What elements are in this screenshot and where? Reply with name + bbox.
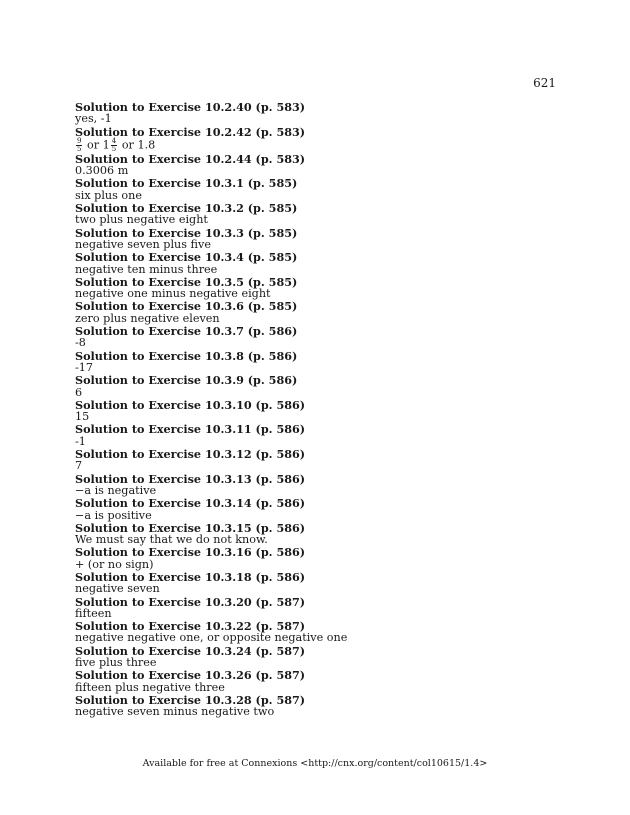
solution-answer: −a is negative xyxy=(75,483,157,497)
solution-entry xyxy=(75,177,555,202)
fraction-four-fifths xyxy=(111,138,117,153)
solution-entry xyxy=(75,350,555,375)
solution-title: Solution to Exercise 10.3.16 (p. 586) xyxy=(75,545,306,560)
answer-separator: or 1 xyxy=(83,138,110,152)
solution-title: Solution to Exercise 10.3.26 (p. 587) xyxy=(75,668,306,683)
solution-entry xyxy=(75,227,555,252)
solution-title: Solution to Exercise 10.3.6 (p. 585) xyxy=(75,299,298,314)
solution-title: Solution to Exercise 10.3.18 (p. 586) xyxy=(75,569,306,584)
solution-answer: five plus three xyxy=(75,656,157,670)
solution-title: Solution to Exercise 10.2.40 (p. 583) xyxy=(75,100,306,114)
solution-entry xyxy=(75,423,555,448)
solution-title: Solution to Exercise 10.3.15 (p. 586) xyxy=(75,520,306,535)
solution-answer-fraction xyxy=(75,138,555,153)
solution-answer: fifteen xyxy=(75,606,112,620)
solution-answer: zero plus negative eleven xyxy=(75,311,220,325)
solution-answer: 6 xyxy=(75,385,83,399)
solution-title: Solution to Exercise 10.3.1 (p. 585) xyxy=(75,176,298,191)
solution-entry xyxy=(75,694,555,719)
solution-title: Solution to Exercise 10.3.9 (p. 586) xyxy=(75,373,298,388)
solution-answer: negative ten minus three xyxy=(75,262,218,276)
solution-title: Solution to Exercise 10.3.14 (p. 586) xyxy=(75,496,306,511)
solution-title: Solution to Exercise 10.3.5 (p. 585) xyxy=(75,274,298,289)
solution-title: Solution to Exercise 10.3.20 (p. 587) xyxy=(75,594,306,609)
solution-answer: negative seven plus five xyxy=(75,237,211,251)
solution-answer: We must say that we do not know. xyxy=(75,533,268,547)
fraction-nine-fifths xyxy=(76,138,82,153)
solution-entry xyxy=(75,153,555,178)
solution-title: Solution to Exercise 10.3.2 (p. 585) xyxy=(75,201,298,216)
solution-answer: 7 xyxy=(75,459,83,473)
answer-separator: or 1.8 xyxy=(118,138,156,152)
solutions-list xyxy=(75,101,555,719)
solution-title: Solution to Exercise 10.2.44 (p. 583) xyxy=(75,151,306,166)
solution-answer: 0.3006 m xyxy=(75,164,129,178)
solution-entry xyxy=(75,620,555,645)
page-number: 621 xyxy=(533,76,556,90)
fraction-numerator: 9 xyxy=(77,136,82,145)
solution-entry xyxy=(75,497,555,522)
solution-entry xyxy=(75,522,555,547)
solution-title: Solution to Exercise 10.3.13 (p. 586) xyxy=(75,471,306,486)
solution-title: Solution to Exercise 10.3.24 (p. 587) xyxy=(75,643,306,658)
solution-entry xyxy=(75,251,555,276)
solution-answer: 15 xyxy=(75,410,90,424)
solution-title: Solution to Exercise 10.3.11 (p. 586) xyxy=(75,422,306,437)
solution-title: Solution to Exercise 10.3.3 (p. 585) xyxy=(75,225,298,240)
solution-title: Solution to Exercise 10.3.4 (p. 585) xyxy=(75,250,298,265)
solution-entry xyxy=(75,571,555,596)
solution-entry xyxy=(75,645,555,670)
solution-title: Solution to Exercise 10.3.10 (p. 586) xyxy=(75,397,306,412)
solution-answer: six plus one xyxy=(75,188,142,202)
solution-entry xyxy=(75,300,555,325)
solution-answer: two plus negative eight xyxy=(75,213,208,227)
solution-entry xyxy=(75,669,555,694)
solution-answer: yes, -1 xyxy=(75,112,112,126)
fraction-denominator: 5 xyxy=(77,144,82,153)
solution-answer: −a is positive xyxy=(75,508,152,522)
solution-title: Solution to Exercise 10.3.22 (p. 587) xyxy=(75,619,306,634)
solution-entry xyxy=(75,325,555,350)
footer-availability: Available for free at Connexions <http://cnx.org/content/col10615/1.4> xyxy=(142,758,488,769)
solution-title: Solution to Exercise 10.3.28 (p. 587) xyxy=(75,692,306,707)
solution-title: Solution to Exercise 10.3.7 (p. 586) xyxy=(75,324,298,339)
fraction-denominator: 5 xyxy=(111,144,117,153)
solution-answer: negative seven minus negative two xyxy=(75,705,275,719)
solution-entry xyxy=(75,596,555,621)
solution-answer: negative seven xyxy=(75,582,160,596)
solution-entry xyxy=(75,101,555,126)
solution-entry xyxy=(75,473,555,498)
solution-answer: negative negative one, or opposite negative one xyxy=(75,631,348,645)
solution-answer: fifteen plus negative three xyxy=(75,680,225,694)
solution-entry xyxy=(75,202,555,227)
solution-answer: -17 xyxy=(75,360,94,374)
solution-entry xyxy=(75,448,555,473)
solution-title: Solution to Exercise 10.3.12 (p. 586) xyxy=(75,447,306,462)
solution-answer: negative one minus negative eight xyxy=(75,287,271,301)
fraction-numerator: 4 xyxy=(111,136,117,145)
solution-entry xyxy=(75,126,555,153)
solution-entry xyxy=(75,276,555,301)
solution-title: Solution to Exercise 10.2.42 (p. 583) xyxy=(75,124,306,139)
solution-entry xyxy=(75,546,555,571)
solution-answer: + (or no sign) xyxy=(75,557,154,571)
solution-title: Solution to Exercise 10.3.8 (p. 586) xyxy=(75,348,298,363)
solution-entry xyxy=(75,374,555,399)
solution-answer: -1 xyxy=(75,434,86,448)
solution-answer: -8 xyxy=(75,336,86,350)
solution-entry xyxy=(75,399,555,424)
